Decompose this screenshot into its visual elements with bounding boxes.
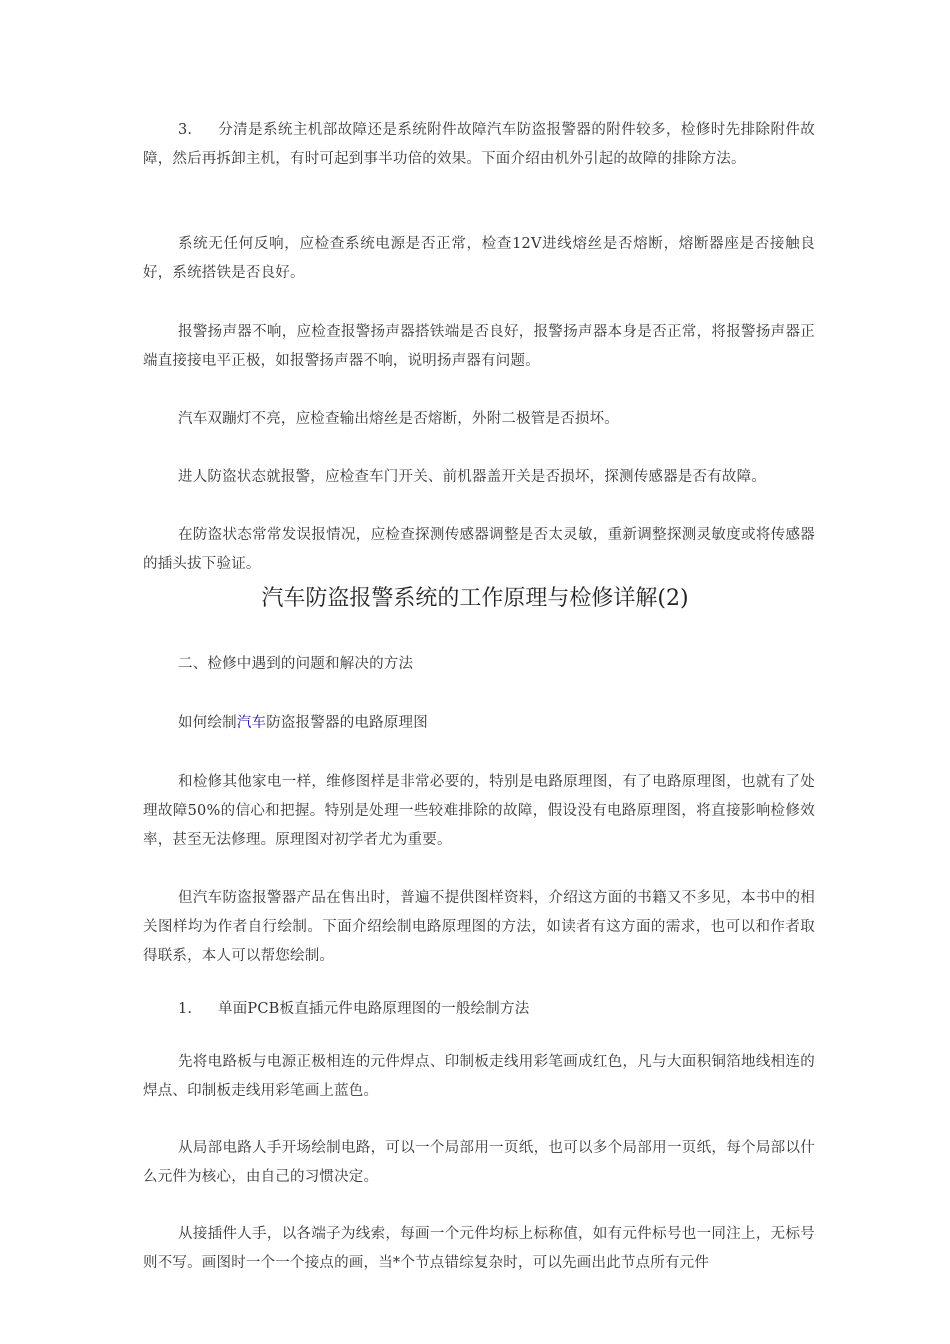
- paragraph-alarm-on-arm: 进人防盗状态就报警，应检查车门开关、前机器盖开关是否损坏，探测传感器是否有故障。: [178, 469, 766, 485]
- list-item-number: 1.: [178, 1001, 193, 1017]
- paragraph-connector-start: 从接插件人手，以各端子为线索，每画一个元件均标上标称值，如有元件标号也一同注上，无标号则不写。画图时一个一个接点的画，当*个节点错综复杂时，可以先画出此节点所有元件: [143, 1226, 815, 1271]
- paragraph-hazard-lights: 汽车双蹦灯不亮，应检查输出熔丝是否熔断，外附二极管是否损坏。: [178, 411, 619, 427]
- paragraph-no-drawings: 但汽车防盗报警器产品在售出时，普遍不提供图样资料，介绍这方面的书籍又不多见，本书中的相关图样均为作者自行绘制。下面介绍绘制电路原理图的方法，如读者有这方面的需求，也可以和作者取得联系，本人可以帮您绘制。: [143, 890, 815, 964]
- subheading-suffix: 防盗报警器的电路原理图: [266, 715, 428, 731]
- paragraph-partial-circuit: 从局部电路人手开场绘制电路，可以一个局部用一页纸，也可以多个局部用一页纸，每个局部以什么元件为核心，由自己的习惯决定。: [143, 1140, 815, 1185]
- car-link[interactable]: 汽车: [236, 715, 267, 731]
- subheading: [143, 709, 815, 738]
- subheading-prefix: 如何绘制: [178, 715, 237, 731]
- paragraph-fault-location: [143, 116, 815, 174]
- paragraph-speaker-silent: 报警扬声器不响，应检查报警扬声器搭铁端是否良好，报警扬声器本身是否正常，将报警扬声器正端直接接电平正极，如报警扬声器不响，说明扬声器有问题。: [143, 324, 815, 369]
- paragraph-false-alarm: 在防盗状态常常发误报情况，应检查探测传感器调整是否太灵敏，重新调整探测灵敏度或将传感器的插头拔下验证。: [143, 527, 815, 572]
- paragraph-no-response: 系统无任何反响，应检查系统电源是否正常，检查12V进线熔丝是否熔断，熔断器座是否接触良好，系统搭铁是否良好。: [143, 236, 815, 281]
- paragraph-text: 分清是系统主机部故障还是系统附件故障汽车防盗报警器的附件较多，检修时先排除附件故障，然后再拆卸主机，有时可起到事半功倍的效果。下面介绍由机外引起的故障的排除方法。: [143, 122, 815, 167]
- paragraph-color-marking: 先将电路板与电源正极相连的元件焊点、印制板走线用彩笔画成红色，凡与大面积铜箔地线相连的焊点、印制板走线用彩笔画上蓝色。: [143, 1054, 815, 1099]
- section-heading: 二、检修中遇到的问题和解决的方法: [178, 656, 414, 672]
- paragraph-number: 3.: [178, 122, 193, 138]
- list-item-text: 单面PCB板直插元件电路原理图的一般绘制方法: [218, 1001, 530, 1017]
- paragraph-schematic-importance: 和检修其他家电一样，维修图样是非常必要的，特别是电路原理图，有了电路原理图，也就有了处理故障50%的信心和把握。特别是处理一些较难排除的故障，假设没有电路原理图，将直接影响检修效率，甚至无法修理。原理图对初学者尤为重要。: [143, 774, 815, 848]
- list-item-pcb-method: [143, 995, 815, 1024]
- article-title: 汽车防盗报警系统的工作原理与检修详解(2): [261, 586, 689, 611]
